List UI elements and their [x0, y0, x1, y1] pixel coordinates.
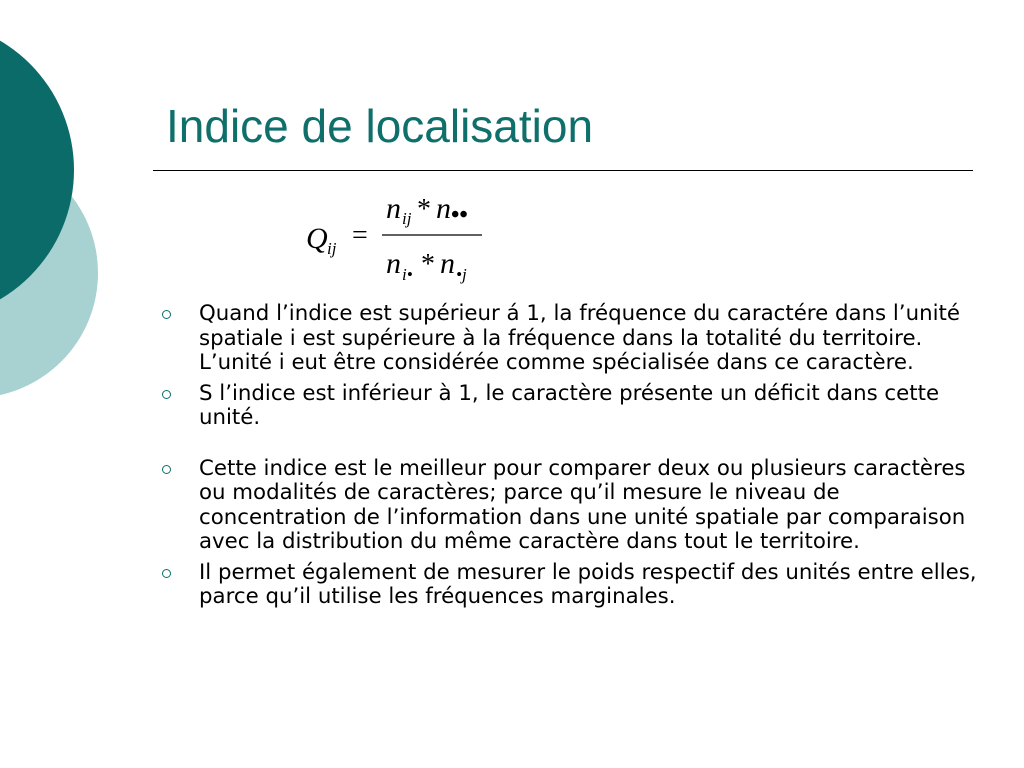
hollow-circle-bullet-icon [162, 465, 171, 474]
bullet-item [160, 382, 980, 431]
bullet-text: Cette indice est le meilleur pour comparer deux ou plusieurs caractères ou modalités de caractères; parce qu’il mesure le niveau de concentration de l’information dans une unité spatiale par comparaison avec la distribution du même caractère dans tout le territoire. [199, 455, 966, 554]
hollow-circle-bullet-icon [162, 569, 171, 578]
bullet-list [160, 302, 980, 616]
formula-graphic [290, 178, 520, 298]
bullet-text: S l’indice est inférieur à 1, le caractère présente un déficit dans cette unité. [199, 380, 940, 430]
bullet-item [160, 302, 980, 376]
localization-index-formula [290, 178, 520, 298]
formula-lhs-subscript: ij [327, 239, 337, 258]
bullet-item [160, 457, 980, 555]
numerator-term1-subscript: ij [402, 209, 412, 228]
slide-title: Indice de localisation [166, 100, 594, 152]
hollow-circle-bullet-icon [162, 390, 171, 399]
denominator-operator: * [421, 249, 435, 280]
numerator-term2-subscript: •• [451, 202, 468, 228]
numerator-term1: n [386, 192, 401, 225]
bullet-text: Quand l’indice est supérieur á 1, la fréquence du caractére dans l’unité spatiale i est supérieure à la fréquence dans la totalité du territoire. L’unité i eut être considérée comme spécialisée dans ce caractère. [199, 301, 960, 375]
numerator-term2: n [436, 192, 451, 225]
formula-equals: = [352, 220, 368, 251]
formula-lhs-symbol: Q [306, 222, 328, 255]
numerator-operator: * [417, 194, 431, 225]
denominator-term1-subscript: i• [402, 265, 413, 284]
bullet-item [160, 561, 980, 610]
bullet-text: Il permet également de mesurer le poids respectif des unités entre elles, parce qu’il utilise les fréquences marginales. [199, 559, 977, 609]
denominator-term1: n [386, 247, 401, 280]
hollow-circle-bullet-icon [162, 310, 171, 319]
title-divider [153, 170, 973, 171]
denominator-term2: n [440, 247, 455, 280]
denominator-term2-subscript: •j [456, 265, 467, 284]
